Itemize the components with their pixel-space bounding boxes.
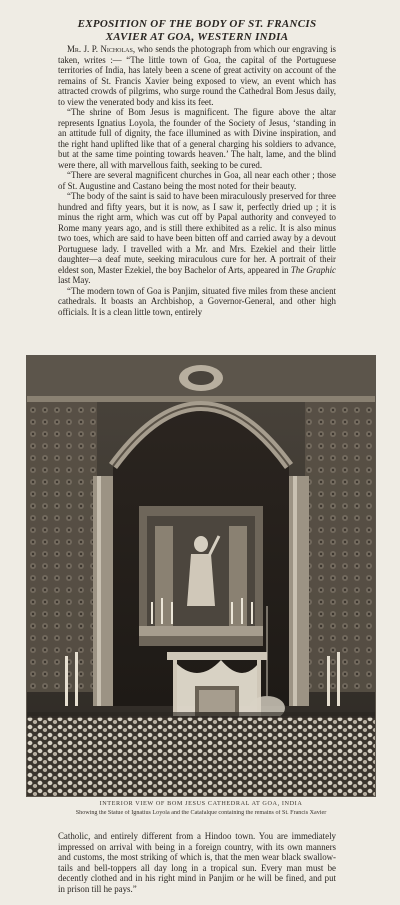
article-body-bottom <box>58 831 336 894</box>
paragraph-2-text: “The shrine of Bom Jesus is magnificent. The figure above the altar represents Ignatius Loyola, the founder of the Society of Jesus, ‘standing in an attitude full of dignity, the face illumined as with Divine inspiration, and the right hand uplifted like that of a general charging his soldiers to advance, but at the same time pointing towards heaven.’ The halt, lame, and the blind were there, all with marvellous faith, seeking to be cured. <box>58 107 336 170</box>
paragraph-5-text: “The modern town of Goa is Panjim, situated five miles from these ancient cathedrals. It boasts an Archbishop, a Governor-General, and other high officials. It is a clean little town, entirely <box>58 285 336 317</box>
paragraph-1 <box>58 44 336 107</box>
graphic-reference: The Graphic <box>290 264 336 275</box>
paragraph-6: Catholic, and entirely different from a Hindoo town. You are immediately impressed on arrival with being in a foreign country, with its own manners and customs, the most striking of which is, that the men wear black swallow-tails and bell-toppers all day long in a tropical sun. Every man must be decently clothed and in his right mind in Panjim or he will be fined, and put in prison till he pays.” <box>58 831 336 894</box>
paragraph-1-text: who sends the photograph from which our engraving is taken, writes :— “The little town of Goa, the capital of the Portuguese territories of India, has lately been a scene of great activity on account of the remains of St. Francis Xavier being exposed to view, an event which has attracted crowds of pilgrims, who surge round the Cathedral Bom Jesus daily, to view the venerated body and kiss its feet. <box>58 44 336 107</box>
paragraph-4 <box>58 191 336 286</box>
paragraph-4-after: last May. <box>58 275 91 285</box>
cathedral-interior-illustration <box>27 356 375 796</box>
cathedral-engraving <box>26 355 376 797</box>
paragraph-3-text: “There are several magnificent churches in Goa, all near each other ; those of St. Augustine and Castano being the most noted for their beauty. <box>58 170 336 191</box>
article-title: EXPOSITION OF THE BODY OF ST. FRANCIS XAVIER AT GOA, WESTERN INDIA <box>77 18 317 43</box>
author-lead: Mr. J. P. Nicholas, <box>67 44 136 54</box>
article-body-top <box>58 44 336 317</box>
figure-caption-title: INTERIOR VIEW OF BOM JESUS CATHEDRAL AT GOA, INDIA <box>99 800 303 807</box>
paragraph-3 <box>58 170 336 191</box>
paragraph-2 <box>58 107 336 170</box>
figure-caption-subtitle: Showing the Statue of Ignatius Loyola and the Catafalque containing the remains of St. Francis Xavier <box>75 810 327 816</box>
paragraph-4-text: “The body of the saint is said to have been miraculously preserved for three hundred and fifty years, but it is now, as I saw it, perfectly dried up ; it is minus the right arm, which was cut off by Papal authority and conveyed to Rome many years ago, and is still there exhibited as a relic. It is also minus two toes, which are said to have been bitten off and carried away by a devout Portuguese lady. I travelled with a Mr. and Mrs. Ezekiel and their little daughter—a deaf mute, seeking miraculous cure for her. A portrait of their eldest son, Master Ezekiel, the boy Bachelor of Arts, appeared in <box>58 191 336 275</box>
paragraph-5 <box>58 286 336 318</box>
